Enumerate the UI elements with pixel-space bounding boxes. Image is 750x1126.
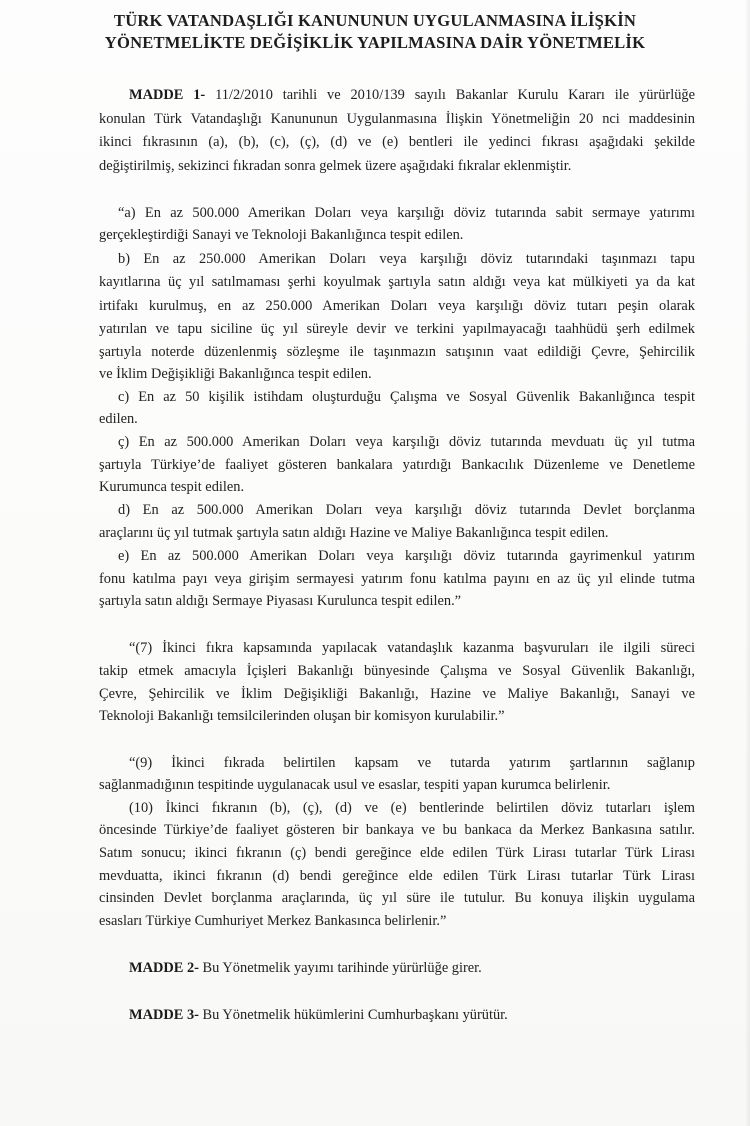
fikra-10-line-4: mevduatta, ikinci fıkranın (d) bendi gereğince elde edilen Türk Lirası tutarlar Türk Lirası	[99, 868, 695, 884]
document-title-line-1: TÜRK VATANDAŞLIĞI KANUNUNUN UYGULANMASINA İLİŞKİN	[113, 11, 637, 30]
fikra-10-line-6: esasları Türkiye Cumhuriyet Merkez Bankasınca belirlenir.”	[99, 913, 447, 929]
madde-3-text: Bu Yönetmelik hükümlerini Cumhurbaşkanı yürütür.	[198, 1007, 508, 1023]
bent-cc-line-3: Kurumunca tespit edilen.	[99, 479, 245, 495]
document-title-line-2: YÖNETMELİKTE DEĞİŞİKLİK YAPILMASINA DAİR YÖNETMELİK	[104, 33, 646, 52]
madde-1-line-3: ikinci fıkrasının (a), (b), (c), (ç), (d) ve (e) bentleri ile yedinci fıkrası aşağıdaki şekilde	[99, 134, 695, 150]
bent-b-line-4: yatırılan ve tapu siciline üç yıl süreyle devir ve terkini yapılmayacağı taahhüdü şerh edilmek	[99, 321, 695, 337]
bent-b-line-3: irtifakı kurulmuş, en az 250.000 Amerikan Doları veya karşılığı döviz tutarı peşin olarak	[99, 298, 695, 314]
bent-c-line-2: edilen.	[99, 411, 138, 427]
madde-2-label: MADDE 2-	[129, 960, 199, 976]
madde-3	[129, 1006, 725, 1024]
fikra-10-line-1: (10) İkinci fıkranın (b), (ç), (d) ve (e) bentlerinde belirtilen döviz tutarları işlem	[129, 800, 695, 816]
madde-1-text: 11/2/2010 tarihli ve 2010/139 sayılı Bakanlar Kurulu Kararı ile yürürlüğe	[205, 87, 695, 103]
madde-1-line-2: konulan Türk Vatandaşlığı Kanununun Uygulanmasına İlişkin Yönetmeliğin 20 nci maddesinin	[99, 111, 695, 127]
madde-1-line-4: değiştirilmiş, sekizinci fıkradan sonra gelmek üzere aşağıdaki fıkralar eklenmiştir.	[99, 158, 572, 174]
bent-c-line-1: c) En az 50 kişilik istihdam oluşturduğu Çalışma ve Sosyal Güvenlik Bakanlığınca tespit	[118, 389, 695, 405]
bent-b-line-5: şartıyla noterde düzenlenmiş sözleşme ile taşınmazın satışının vaat edildiği Çevre, Şehircilik	[99, 344, 695, 360]
bent-b-line-1: b) En az 250.000 Amerikan Doları veya karşılığı döviz tutarındaki taşınmazı tapu	[118, 251, 695, 267]
fikra-10-line-2: öncesinde Türkiye’de faaliyet gösteren bir bankaya ve bu bankaca da Merkez Bankasına satılır.	[99, 822, 695, 838]
fikra-7-line-2: takip etmek amacıyla İçişleri Bakanlığı bünyesinde Çalışma ve Sosyal Güvenlik Bakanlığı,	[99, 663, 695, 679]
bent-d-line-2: araçlarını üç yıl tutmak şartıyla satın aldığı Hazine ve Maliye Bakanlığınca tespit edilen.	[99, 525, 609, 541]
page-edge-shadow	[745, 0, 750, 1126]
fikra-10-line-3: Satım sonucu; ikinci fıkranın (ç) bendi gereğince elde edilen Türk Lirası tutarlar Türk Lirası	[99, 845, 695, 861]
fikra-9-line-1: “(9) İkinci fıkrada belirtilen kapsam ve tutarda yatırım şartlarının sağlanıp	[129, 755, 695, 771]
fikra-7-line-4: Teknoloji Bakanlığı temsilcilerinden oluşan bir komisyon kurulabilir.”	[99, 708, 505, 724]
bent-cc-line-1: ç) En az 500.000 Amerikan Doları veya karşılığı döviz tutarında mevduatı üç yıl tutma	[118, 434, 695, 450]
bent-e-line-2: fonu katılma payı veya girişim sermayesi yatırım fonu katılma payını en az üç yıl elinde tutma	[99, 571, 695, 587]
bent-e-line-3: şartıyla satın aldığı Sermaye Piyasası Kurulunca tespit edilen.”	[99, 593, 462, 609]
madde-3-label: MADDE 3-	[129, 1007, 199, 1023]
bent-b-line-2: kayıtlarına üç yıl satılmaması şerhi koyulmak şartıyla satın aldığı veya kat mülkiyeti ya da kat	[99, 274, 695, 290]
madde-1-line-1	[129, 86, 695, 104]
bent-a-line-1: “a) En az 500.000 Amerikan Doları veya karşılığı döviz tutarında sabit sermaye yatırımı	[118, 205, 695, 221]
madde-2	[129, 959, 725, 977]
fikra-7-line-1: “(7) İkinci fıkra kapsamında yapılacak vatandaşlık kazanma başvuruları ile ilgili süreci	[129, 640, 695, 656]
fikra-7-line-3: Çevre, Şehircilik ve İklim Değişikliği Bakanlığı, Hazine ve Maliye Bakanlığı, Sanayi ve	[99, 686, 695, 702]
bent-d-line-1: d) En az 500.000 Amerikan Doları veya karşılığı döviz tutarında Devlet borçlanma	[118, 502, 695, 518]
bent-e-line-1: e) En az 500.000 Amerikan Doları veya karşılığı döviz tutarında gayrimenkul yatırım	[118, 548, 695, 564]
bent-b-line-6: ve İklim Değişikliği Bakanlığınca tespit edilen.	[99, 366, 372, 382]
bent-a-line-2: gerçekleştirdiği Sanayi ve Teknoloji Bakanlığınca tespit edilen.	[99, 227, 464, 243]
fikra-9-line-2: sağlanmadığının tespitinde uygulanacak usul ve esaslar, tespiti yapan kurumca belirlenir.	[99, 777, 611, 793]
madde-1-label: MADDE 1-	[129, 87, 206, 103]
bent-cc-line-2: şartıyla Türkiye’de faaliyet gösteren bankalara yatırdığı Bankacılık Düzenleme ve Denetleme	[99, 457, 695, 473]
madde-2-text: Bu Yönetmelik yayımı tarihinde yürürlüğe girer.	[198, 960, 482, 976]
fikra-10-line-5: cinsinden Devlet borçlanma araçlarında, üç yıl süre ile tutulur. Bu konuya ilişkin uygulama	[99, 890, 695, 906]
